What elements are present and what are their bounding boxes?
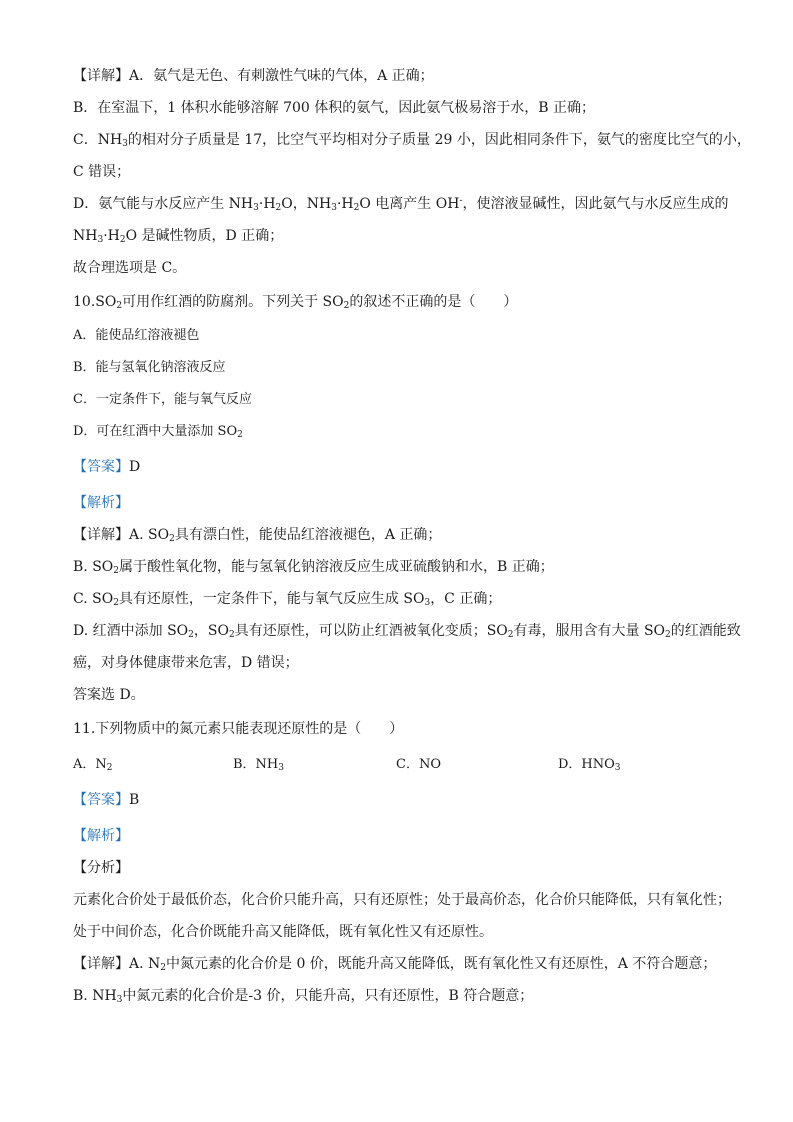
q10-answer xyxy=(73,457,753,477)
q10-option-c: C．一定条件下，能与氧气反应 xyxy=(73,392,252,407)
q10-option-a: A．能使品红溶液褪色 xyxy=(73,328,200,343)
q11-stem: 11.下列物质中的氮元素只能表现还原性的是（ ） xyxy=(73,721,404,737)
answer-tag: 【答案】 xyxy=(73,792,129,808)
q11-option-b: B．$NH_3$ xyxy=(233,757,284,773)
q9-detail-a: 【详解】A．氨气是无色、有刺激性气味的气体，A 正确； xyxy=(73,68,434,84)
answer-value: B xyxy=(129,792,140,808)
detail-tag: 【详解】 xyxy=(73,527,129,543)
answer-tag: 【答案】 xyxy=(73,459,129,475)
q10-detail-b: B. $SO_2$属于酸性氧化物，能与氢氧化钠溶液反应生成亚硫酸钠和水，B 正确； xyxy=(73,559,554,576)
q11-detail-b: B. $NH_3$中氮元素的化合价是-3 价，只能升高，只有还原性，B 符合题意； xyxy=(73,988,534,1005)
detail-tag: 【详解】 xyxy=(73,956,129,972)
q11-detail-a: 【详解】A. $N_2$中氮元素的化合价是 0 价，既能升高又能降低，既有氧化性又有还原性，A 不符合题意； xyxy=(73,956,717,973)
q11-answer xyxy=(73,790,753,810)
q10-analysis-tag: 【解析】 xyxy=(73,495,129,511)
q10-detail-d: D. 红酒中添加 $SO_2$，$SO_2$具有还原性，可以防止红酒被氧化变质；$SO_2$有毒，服用含有大量 $SO_2$的红酒能致 xyxy=(73,623,741,640)
q10-detail-a: 【详解】A. $SO_2$具有漂白性，能使品红溶液褪色，A 正确； xyxy=(73,527,442,544)
q11-fenxi-tag: 【分析】 xyxy=(73,860,129,876)
detail-tag: 【详解】 xyxy=(73,68,129,84)
q11-fenxi-2: 处于中间价态，化合价既能升高又能降低，既有氧化性又有还原性。 xyxy=(73,924,493,940)
q10-detail-c: C. $SO_2$具有还原性，一定条件下，能与氧气反应生成 $SO_3$，C 正确； xyxy=(73,591,502,608)
q11-option-d: D．$HNO_3$ xyxy=(558,757,621,773)
q9-detail-b: B．在室温下，1 体积水能够溶解 700 体积的氨气，因此氨气极易溶于水，B 正确； xyxy=(73,100,596,116)
q11-option-a: A．$N_2$ xyxy=(73,757,113,773)
q11-analysis-tag: 【解析】 xyxy=(73,828,129,844)
q9-detail-d-cont: $NH_3\cdot H_2O$ 是碱性物质，D 正确； xyxy=(73,228,284,245)
q10-stem: $10.SO_2$可用作红酒的防腐剂。下列关于 $SO_2$的叙述不正确的是（ ） xyxy=(73,294,518,311)
q11-fenxi-1: 元素化合价处于最低价态，化合价只能升高，只有还原性；处于最高价态，化合价只能降低，只有氧化性； xyxy=(73,892,731,908)
q10-option-d: D．可在红酒中大量添加 $SO_2$ xyxy=(73,424,243,440)
q10-detail-d-cont: 癌，对身体健康带来危害，D 错误； xyxy=(73,655,299,671)
q10-option-b: B．能与氢氧化钠溶液反应 xyxy=(73,360,226,375)
answer-value: D xyxy=(129,459,141,475)
q9-conclusion: 故合理选项是 C。 xyxy=(73,260,187,276)
q11-option-c: C．NO xyxy=(396,757,441,772)
q9-detail-d: D．氨气能与水反应产生 $NH_3\cdot H_2O$，$NH_3\cdot H_2O$ 电离产生 OH-，使溶液显碱性，因此氨气与水反应生成的 xyxy=(73,196,729,213)
q9-detail-c: C．$NH_3$的相对分子质量是 17，比空气平均相对分子质量 29 小，因此相同条件下，氨气的密度比空气的小， xyxy=(73,132,751,149)
q9-detail-c-cont: C 错误； xyxy=(73,164,131,180)
q10-conclusion: 答案选 D。 xyxy=(73,687,145,703)
